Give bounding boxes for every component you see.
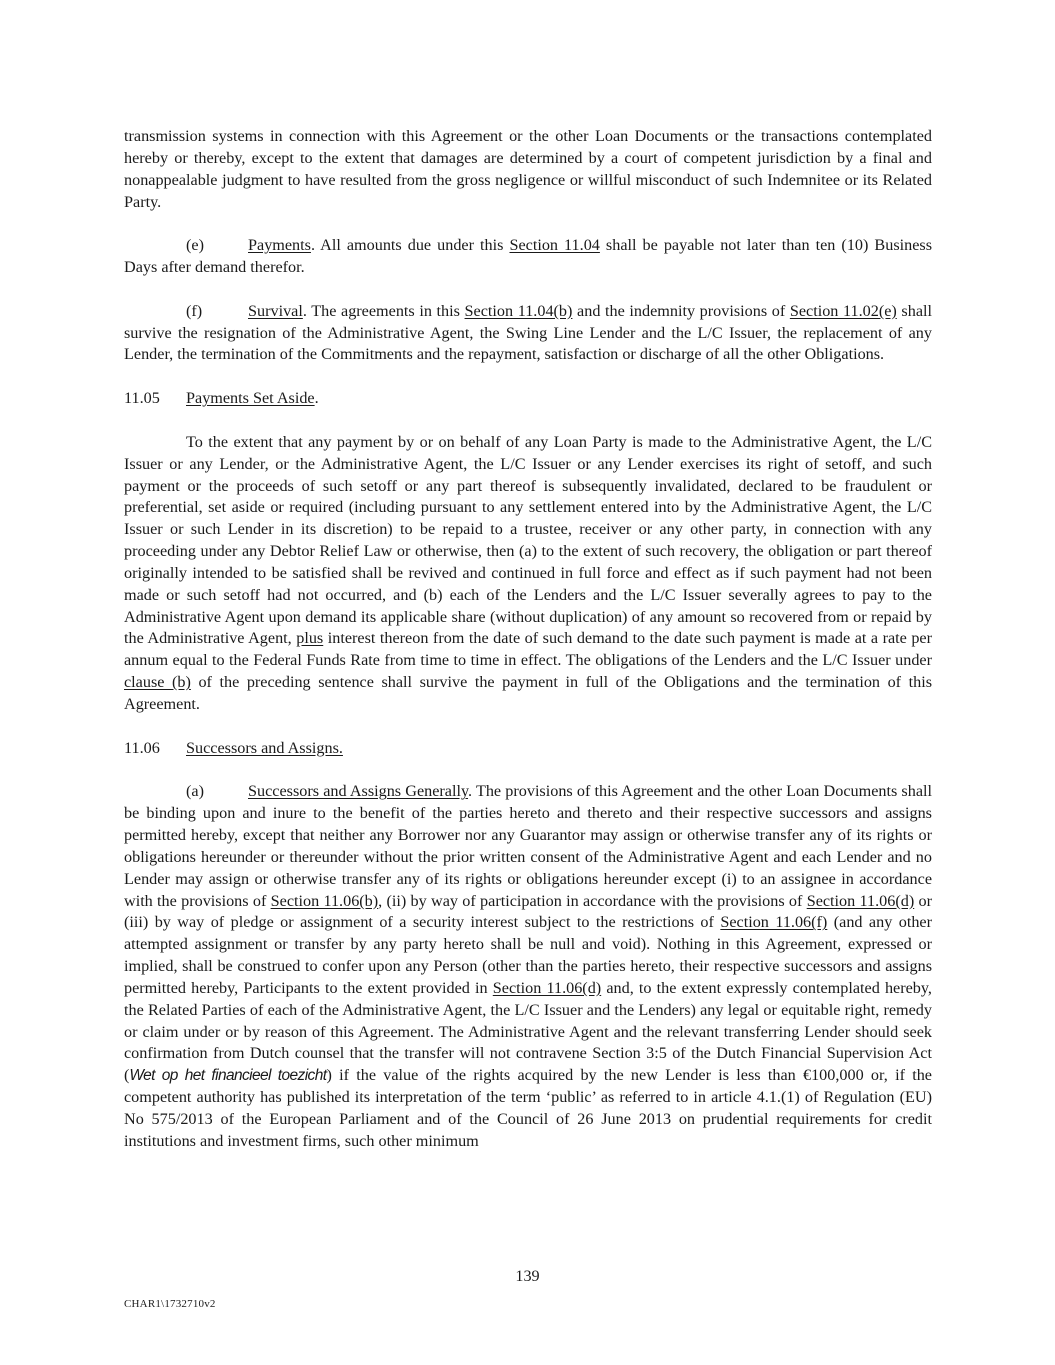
section-number: 11.06 [124, 738, 160, 757]
paragraph-e-payments: (e) Payments. All amounts due under this Section 11.04 shall be payable not later than ten (10) Business Days after demand therefor. [124, 236, 932, 277]
document-id: CHAR1\1732710v2 [124, 1298, 216, 1310]
section-reference: Section 11.06(d) [806, 891, 915, 910]
clause-heading: Survival [248, 301, 303, 320]
section-reference: Section 11.04 [509, 236, 600, 255]
clause-heading: Successors and Assigns Generally [248, 782, 469, 801]
section-title: Payments Set Aside [186, 389, 315, 408]
page-number: 139 [515, 1267, 540, 1285]
italic-act-name: Wet op het financieel toezicht [129, 1067, 327, 1085]
clause-reference: clause (b) [124, 673, 191, 692]
clause-label: (f) [186, 301, 203, 320]
clause-label: (e) [186, 236, 204, 255]
paragraph-continuation [124, 126, 932, 213]
section-reference: Section 11.06(b) [270, 891, 379, 910]
section-reference: Section 11.02(e) [789, 301, 897, 320]
paragraph-payments-set-aside: To the extent that any payment by or on behalf of any Loan Party is made to the Administrative Agent, the L/C Issuer or any Lender, or the Administrative Agent, the L/C Issuer or any Lender exercises its right of setoff, and such payment or the proceeds of such setoff or any part thereof is subsequently invalidated, declared to be fraudulent or preferential, set aside or required (including pursuant to any settlement entered into by the Administrative Agent, the L/C Issuer or such Lender in its discretion) to be repaid to a trustee, receiver or any other party, in connection with any proceeding under any Debtor Relief Law or otherwise, then (a) to the extent of such recovery, the obligation or part thereof originally intended to be satisfied shall be revived and continued in full force and effect as if such payment had not been made or such setoff had not occurred, and (b) each of the Lenders and the L/C Issuer severally agrees to pay to the Administrative Agent upon demand its applicable share (without duplication) of any amount so recovered from or repaid by the Administrative Agent, plus interest thereon from the date of such demand to the date such payment is made at a rate per annum equal to the Federal Funds Rate from time to time in effect. The obligations of the Lenders and the L/C Issuer under clause (b) of the preceding sentence shall survive the payment in full of the Obligations and the termination of this Agreement. [124, 432, 932, 713]
section-reference: Section 11.04(b) [464, 301, 573, 320]
section-title: Successors and Assigns. [186, 738, 343, 757]
section-heading-11-05: 11.05 Payments Set Aside. [124, 388, 932, 410]
section-heading-11-06 [124, 738, 932, 760]
section-reference: Section 11.06(d) [492, 978, 602, 997]
clause-label: (a) [186, 782, 204, 801]
section-reference: Section 11.06(f) [720, 913, 828, 932]
paragraph-a-successors: (a) Successors and Assigns Generally. The provisions of this Agreement and the other Loan Documents shall be binding upon and inure to the benefit of the parties hereto and thereto and their respective successors and assigns permitted hereby, except that neither any Borrower nor any Guarantor may assign or otherwise transfer any of its rights or obligations hereunder or thereunder without the prior written consent of the Administrative Agent and each Lender and no Lender may assign or otherwise transfer any of its rights or obligations hereunder except (i) to an assignee in accordance with the provisions of Section 11.06(b), (ii) by way of participation in accordance with the provisions of Section 11.06(d) or (iii) by way of pledge or assignment of a security interest subject to the restrictions of Section 11.06(f) (and any other attempted assignment or transfer by any party hereto shall be null and void). Nothing in this Agreement, expressed or implied, shall be construed to confer upon any Person (other than the parties hereto, their respective successors and assigns permitted hereby, Participants to the extent provided in Section 11.06(d) and, to the extent expressly contemplated hereby, the Related Parties of each of the Administrative Agent, the L/C Issuer and the Lenders) any legal or equitable right, remedy or claim under or by reason of this Agreement. The Administrative Agent and the relevant transferring Lender should seek confirmation from Dutch counsel that the transfer will not contravene Section 3:5 of the Dutch Financial Supervision Act (Wet op het financieel toezicht) if the value of the rights acquired by the new Lender is less than €100,000 or, if the competent authority has published its interpretation of the term ‘public’ as referred to in article 4.1.(1) of Regulation (EU) No 575/2013 of the European Parliament and of the Council of 26 June 2013 on prudential requirements for credit institutions and investment firms, such other minimum [124, 782, 932, 1150]
clause-heading: Payments [248, 236, 311, 255]
text: transmission systems in connection with this Agreement or the other Loan Documents or the transactions contemplated hereby or thereby, except to the extent that damages are determined by a court of competent jurisdiction by a final and nonappealable judgment to have resulted from the gross negligence or willful misconduct of such Indemnitee or its Related Party. [124, 127, 932, 211]
paragraph-f-survival: (f) Survival. The agreements in this Section 11.04(b) and the indemnity provisions of Section 11.02(e) shall survive the resignation of the Administrative Agent, the Swing Line Lender and the L/C Issuer, the replacement of any Lender, the termination of the Commitments and the repayment, satisfaction or discharge of all the other Obligations. [124, 301, 933, 364]
document-body [124, 126, 932, 1153]
emphasis-plus: plus [296, 629, 324, 648]
section-number: 11.05 [124, 389, 160, 408]
